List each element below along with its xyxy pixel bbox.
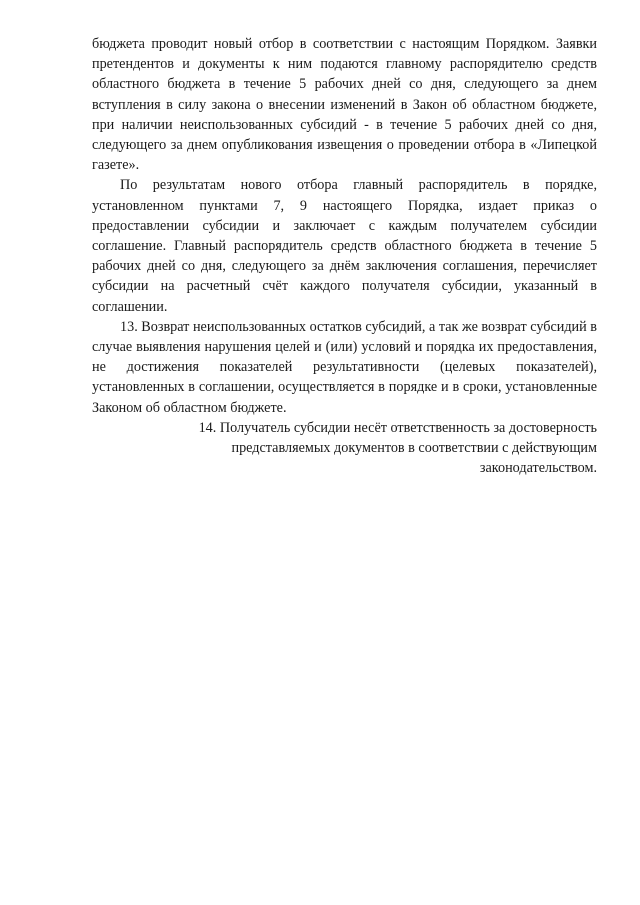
paragraph-new-selection-results: По результатам нового отбора главный распорядитель в порядке, установленном пунктами 7, 9 настоящего Порядка, издает приказ о предоставлении субсидии и заключает с каждым получателем субсидии соглашение. Главный распорядитель средств областного бюджета в течение 5 рабочих дней со дня, следующего за днём заключения соглашения, перечисляет субсидии на расчетный счёт каждого получателя субсидии, указанный в соглашении. xyxy=(92,177,597,315)
document-page xyxy=(92,34,597,478)
paragraph-item-13: 13. Возврат неиспользованных остатков субсидий, а так же возврат субсидий в случае выявления нарушения целей и (или) условий и порядка их предоставления, не достижения показателей результативности (целевых показателей), установленных в соглашении, осуществляется в порядке и в сроки, установленные Законом об областном бюджете. xyxy=(92,318,597,416)
paragraph-continuation: бюджета проводит новый отбор в соответствии с настоящим Порядком. Заявки претендентов и документы к ним подаются главному распорядителю средств областного бюджета в течение 5 рабочих дней со дня, следующего за днем вступления в силу закона о внесении изменений в Закон об областном бюджете, при наличии неиспользованных субсидий - в течение 5 рабочих дней со дня, следующего за днем опубликования извещения о проведении отбора в «Липецкой газете». xyxy=(92,36,597,174)
item-14-line-1: 14. Получатель субсидии несёт ответственность за достоверность xyxy=(198,419,597,436)
item-14-line-2: представляемых документов в соответствии с действующим xyxy=(231,440,597,457)
item-14-line-3: законодательством. xyxy=(479,460,597,477)
paragraph-item-14 xyxy=(92,418,597,479)
